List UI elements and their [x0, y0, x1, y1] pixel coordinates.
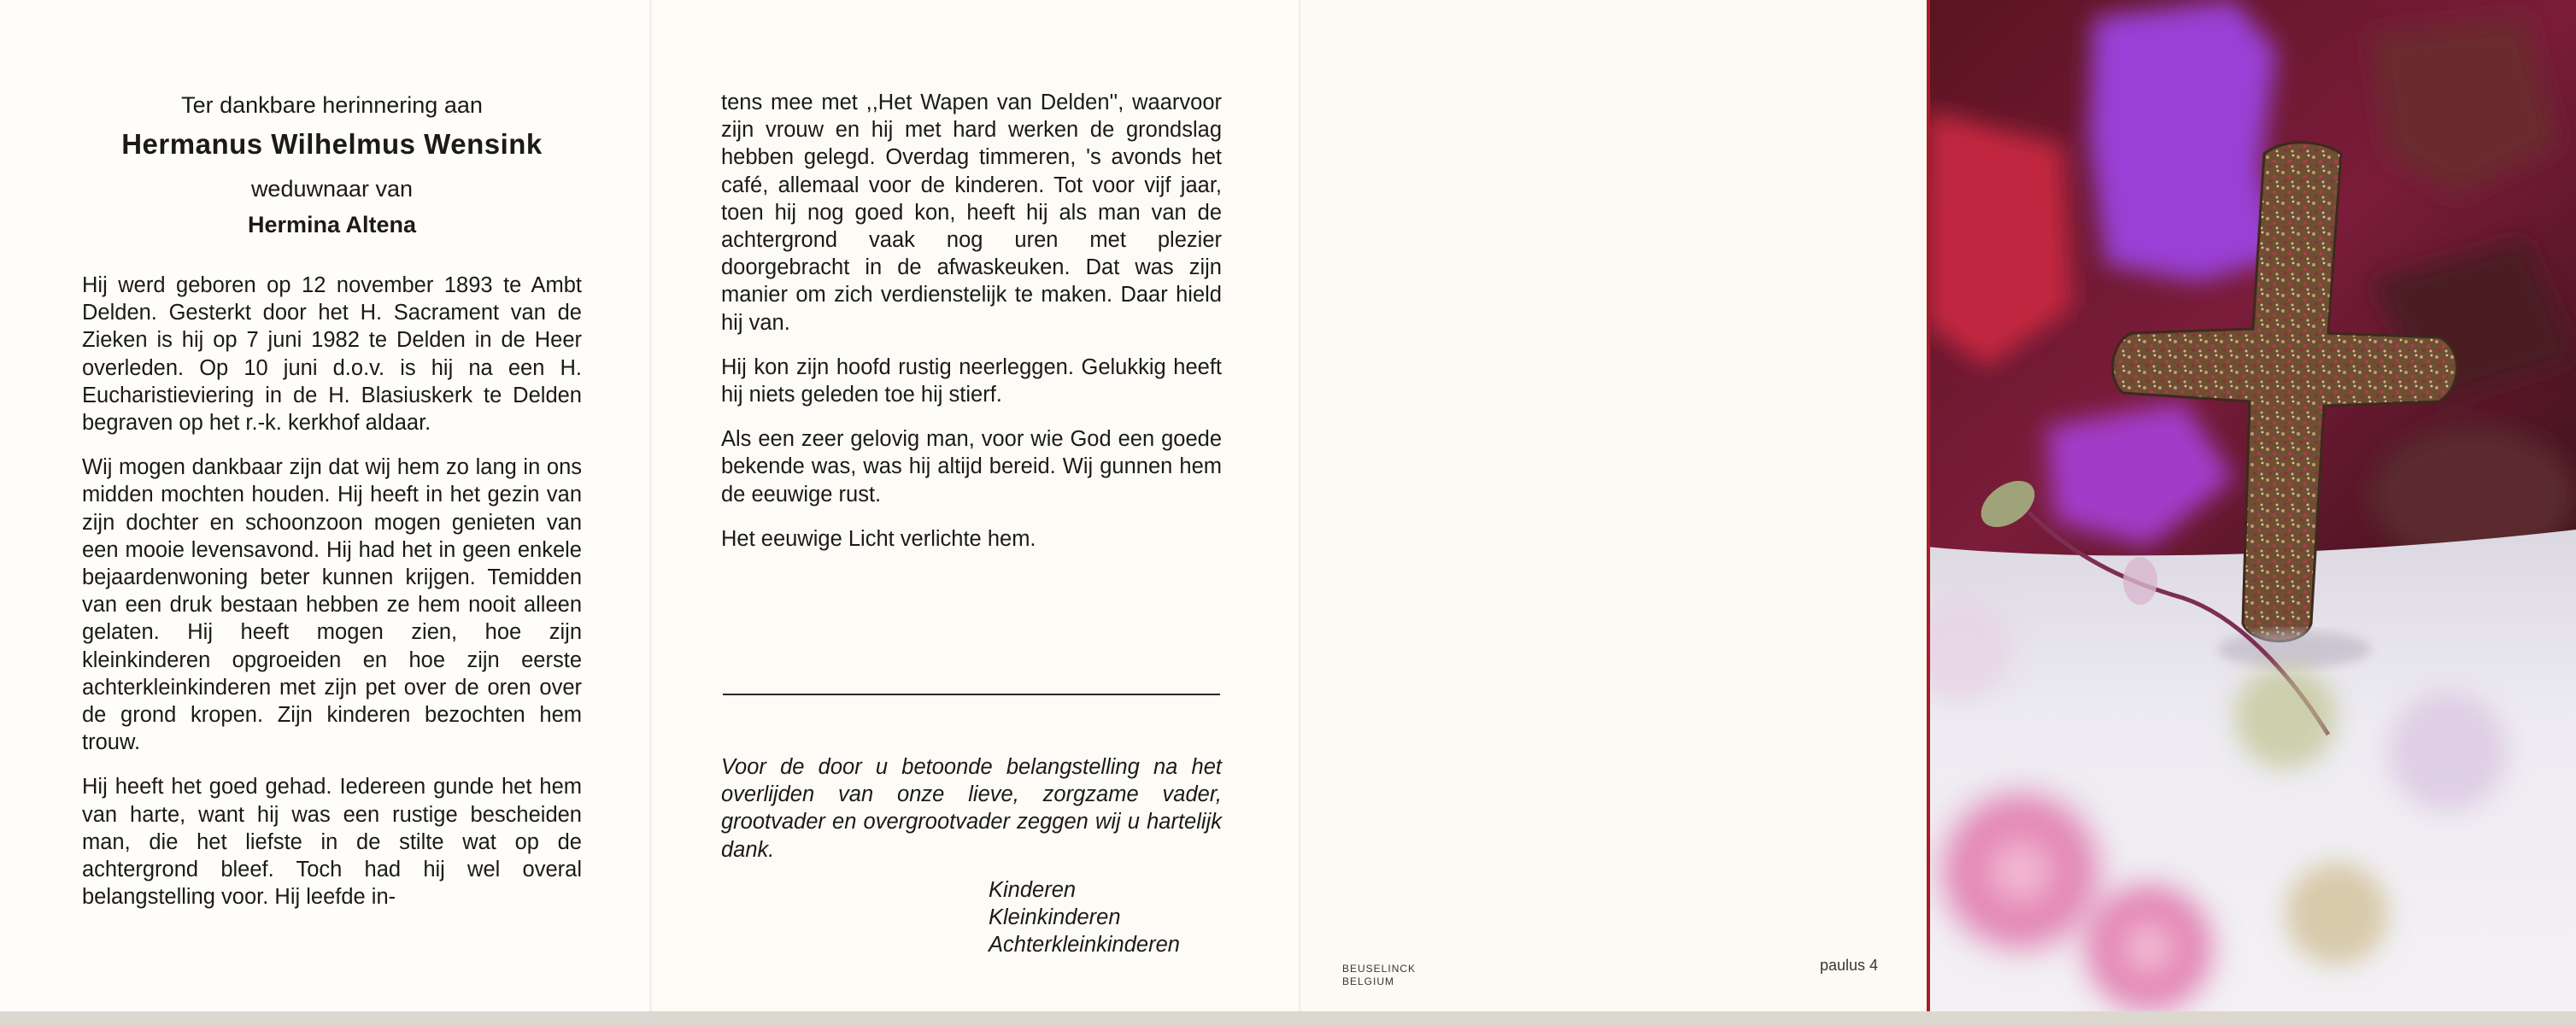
back-page — [1299, 0, 1927, 1022]
signer-line: Kinderen — [989, 878, 1077, 902]
biography-paragraph: Hij heeft het goed gehad. Iedereen gunde het hem van harte, want hij was een rustige bescheiden man, die het liefste in de stilte wat op de achtergrond bleef. Toch had hij wel overal belangstelling voor. Hij leefde in- — [82, 775, 582, 910]
thanks-message: Voor de door u betoonde belangstelling na het overlijden van onze lieve, zorgzame vader, grootvader en overgrootvader zeggen wij u hartelijk dank. — [721, 755, 1222, 862]
deceased-name: Hermanus Wilhelmus Wensink — [121, 128, 543, 160]
biography-paragraph: tens mee met ,,Het Wapen van Delden'', waarvoor zijn vrouw en hij met hard werken de grondslag hebben gelegd. Overdag timmeren, 's avonds het café, allemaal voor de kinderen. Tot voor vijf jaar, toen hij nog goed kon, heeft hij als man van de achtergrond vaak nog uren met plezier doorgebracht in de afwaskeuken. Dat was zijn manier om zich verdienstelijk te maken. Daar hield hij van. — [721, 91, 1222, 335]
card-code: paulus 4 — [1820, 957, 1879, 974]
signer-line: Kleinkinderen — [989, 905, 1121, 930]
spouse-name: Hermina Altena — [247, 212, 417, 237]
signer-line: Achterkleinkinderen — [989, 933, 1180, 958]
biography-paragraph: Als een zeer gelovig man, voor wie God een goede bekende was, was hij altijd bereid. Wij gunnen hem de eeuwige rust. — [721, 427, 1222, 507]
biography — [82, 272, 582, 928]
cross-photo — [1927, 0, 2576, 1022]
publisher-name: BEUSELINCK — [1342, 963, 1417, 975]
intro-line: Ter dankbare herinnering aan — [181, 92, 483, 118]
fold-line — [649, 0, 653, 1022]
biography-paragraph: Wij mogen dankbaar zijn dat wij hem zo lang in ons midden mochten houden. Hij heeft in het gezin van zijn dochter en schoonzoon mogen genieten van een mooie levensavond. Hij had het in geen enkele bejaardenwoning beter kunnen krijgen. Temidden van een druk bestaan hebben ze hem nooit alleen gelaten. Hij heeft mogen zien, hoe zijn kleinkinderen opgroeiden en hoe zijn eerste achterkleinkinderen met zijn pet over de oren over de grond kropen. Zijn kinderen bezochten hem trouw. — [82, 455, 582, 755]
biography-paragraph: Hij kon zijn hoofd rustig neerleggen. Gelukkig heeft hij niets geleden toe hij stierf. — [721, 354, 1222, 407]
publisher-imprint — [1342, 963, 1416, 988]
biography-continued — [721, 89, 1222, 570]
publisher-country: BELGIUM — [1342, 975, 1395, 987]
signers — [989, 876, 1330, 959]
biography-paragraph: Hij werd geboren op 12 november 1893 te Ambt Delden. Gesterkt door het H. Sacrament van de Zieken is hij op 7 juni 1982 te Delden in de Heer overleden. Op 10 juni d.o.v. is hij na een H. Eucharistieviering in de H. Blasiuskerk te Delden begraven op het r.-k. kerkhof aldaar. — [82, 273, 582, 436]
closing-prayer: Het eeuwige Licht verlichte hem. — [721, 526, 1036, 551]
page-edge — [0, 1011, 2576, 1025]
left-inner-page — [0, 0, 649, 1022]
front-cover-photo — [1927, 0, 2576, 1022]
fold-line — [1299, 0, 1302, 1022]
divider-line — [723, 694, 1220, 695]
widower-of-line: weduwnaar van — [250, 176, 414, 202]
fold-line — [1927, 0, 1930, 1022]
right-inner-page — [649, 0, 1299, 1022]
